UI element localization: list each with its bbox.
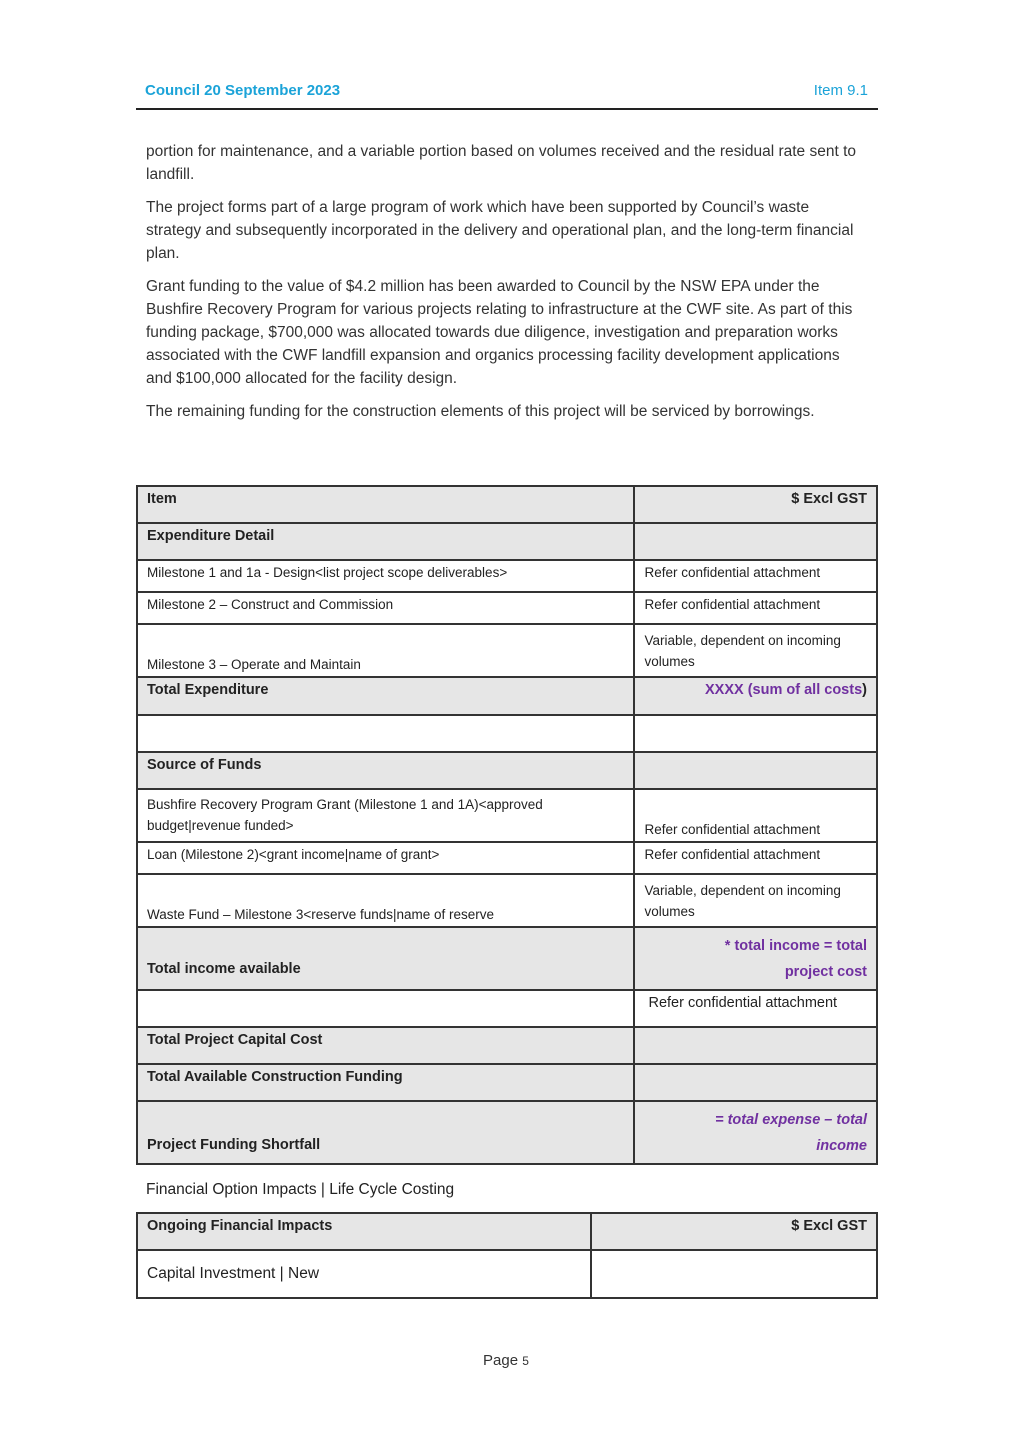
funding-shortfall-value: = total expense – total income bbox=[634, 1101, 877, 1164]
header-item-number: Item 9.1 bbox=[813, 82, 868, 99]
paragraph: portion for maintenance, and a variable portion based on volumes received and the residual rate sent to landfill. bbox=[146, 143, 856, 183]
col-header-gst: $ Excl GST bbox=[591, 1213, 877, 1250]
table-row-item: Milestone 3 – Operate and Maintain bbox=[137, 624, 634, 677]
total-income-value: * total income = total project cost bbox=[634, 927, 877, 990]
funding-shortfall-label: Project Funding Shortfall bbox=[137, 1101, 634, 1164]
table-row-value: Variable, dependent on incoming volumes bbox=[634, 874, 877, 927]
table-row-value: Refer confidential attachment bbox=[634, 990, 877, 1027]
section-source-of-funds: Source of Funds bbox=[137, 752, 634, 789]
page-header bbox=[136, 78, 878, 110]
paragraph: The project forms part of a large program of work which have been supported by Council’s waste strategy and subsequently incorporated in the delivery and operational plan, and the long-term financial plan. bbox=[146, 199, 854, 262]
header-meeting-date: Council 20 September 2023 bbox=[145, 82, 341, 99]
total-construction-funding-label: Total Available Construction Funding bbox=[137, 1064, 634, 1101]
section-caption: Financial Option Impacts | Life Cycle Costing bbox=[146, 1181, 455, 1198]
total-expenditure-label: Total Expenditure bbox=[137, 677, 634, 715]
table-row-item: Bushfire Recovery Program Grant (Milestone 1 and 1A)<approved budget|revenue funded> bbox=[137, 789, 634, 842]
table-row-item: Milestone 2 – Construct and Commission bbox=[137, 592, 634, 624]
col-header-gst: $ Excl GST bbox=[634, 486, 877, 523]
table-row-value: Refer confidential attachment bbox=[634, 789, 877, 842]
page-label: Page bbox=[483, 1352, 519, 1369]
table-row-value: Variable, dependent on incoming volumes bbox=[634, 624, 877, 677]
section-expenditure-detail: Expenditure Detail bbox=[137, 523, 634, 560]
col-header-ongoing-impacts: Ongoing Financial Impacts bbox=[137, 1213, 591, 1250]
table-row-item: Milestone 1 and 1a - Design<list project scope deliverables> bbox=[137, 560, 634, 592]
table-row-value: Refer confidential attachment bbox=[634, 842, 877, 874]
table-row-item: Waste Fund – Milestone 3<reserve funds|name of reserve bbox=[137, 874, 634, 927]
table-row-value: Refer confidential attachment bbox=[634, 560, 877, 592]
table-row-item: Loan (Milestone 2)<grant income|name of grant> bbox=[137, 842, 634, 874]
total-expenditure-value: XXXX (sum of all costs) bbox=[634, 677, 877, 715]
total-income-label: Total income available bbox=[137, 927, 634, 990]
table-row-value: Refer confidential attachment bbox=[634, 592, 877, 624]
expenditure-table bbox=[136, 485, 878, 1165]
page-number: 5 bbox=[522, 1354, 529, 1368]
paragraph: The remaining funding for the construction elements of this project will be serviced by borrowings. bbox=[146, 403, 815, 420]
table-row-item: Capital Investment | New bbox=[137, 1250, 591, 1298]
ongoing-impacts-table bbox=[136, 1212, 878, 1299]
col-header-item: Item bbox=[137, 486, 634, 523]
body-text bbox=[146, 140, 858, 433]
total-capital-cost-label: Total Project Capital Cost bbox=[137, 1027, 634, 1064]
page-footer bbox=[0, 1352, 1012, 1369]
paragraph: Grant funding to the value of $4.2 million has been awarded to Council by the NSW EPA under the Bushfire Recovery Program for various projects relating to infrastructure at the CWF site. As part of this funding package, $700,000 was allocated towards due diligence, investigation and preparation works associated with the CWF landfill expansion and organics processing facility development applications and $100,000 allocated for the facility design. bbox=[146, 278, 853, 387]
